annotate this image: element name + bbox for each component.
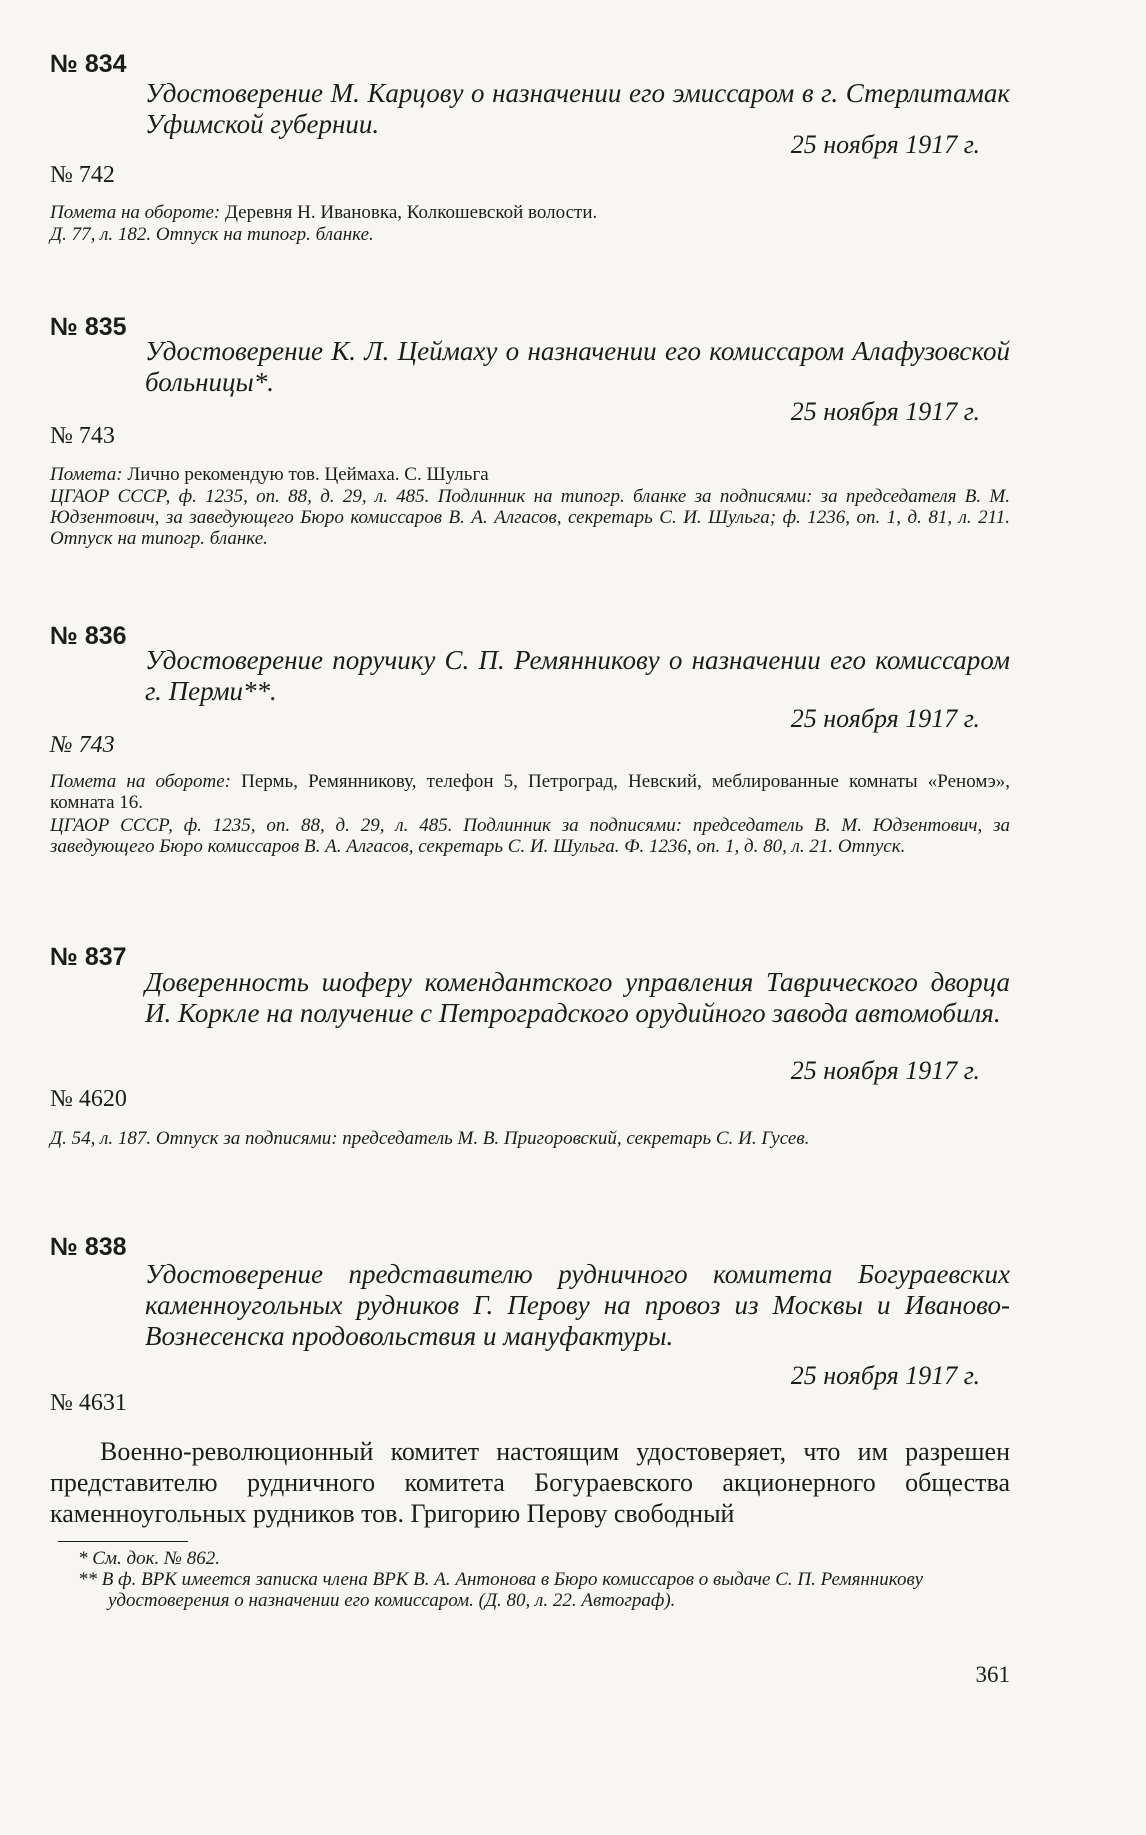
document-body-text: Военно-революционный комитет настоящим удостоверяет, что им разрешен представителю рудничного комитета Богураевского акционерного общества каменноугольных рудников тов. Григорию Перову свободный xyxy=(50,1437,1010,1528)
note-label: Помета на обороте: xyxy=(50,771,231,792)
footnote-2: ** В ф. ВРК имеется записка члена ВРК В. А. Антонова в Бюро комиссаров о выдаче С. П. Ремянникову удостоверения о назначении его комиссаром. (Д. 80, л. 22. Автограф). xyxy=(78,1569,924,1611)
entry-number: № 837 xyxy=(50,943,127,971)
entry-title: Удостоверение поручику С. П. Ремянникову о назначении его комиссаром г. Перми**. xyxy=(145,645,1010,706)
page-number: 361 xyxy=(975,1662,1010,1687)
entry-date: 25 ноября 1917 г. xyxy=(790,397,980,426)
footnote-divider xyxy=(58,1541,188,1542)
note-label: Помета на обороте: xyxy=(50,202,221,223)
entry-number: № 836 xyxy=(50,622,127,650)
entry-date: 25 ноября 1917 г. xyxy=(790,704,980,733)
doc-number: № 743 xyxy=(50,732,115,758)
entry-note xyxy=(50,202,1010,223)
entry-date: 25 ноября 1917 г. xyxy=(790,1056,980,1085)
entry-title: Удостоверение представителю рудничного комитета Богураевских каменноугольных рудников Г. Перову на провоз из Москвы и Иваново-Вознесенска продовольствия и мануфактуры. xyxy=(145,1259,1010,1351)
entry-number: № 838 xyxy=(50,1233,127,1261)
doc-number: № 4631 xyxy=(50,1390,127,1416)
note-text: Деревня Н. Ивановка, Колкошевской волости. xyxy=(220,202,598,223)
doc-number: № 742 xyxy=(50,162,115,188)
entry-title: Удостоверение М. Карцову о назначении его эмиссаром в г. Стерлитамак Уфимской губернии. xyxy=(145,78,1010,139)
entry-archive-ref: Д. 77, л. 182. Отпуск на типогр. бланке. xyxy=(50,224,374,245)
entry-date: 25 ноября 1917 г. xyxy=(790,1361,980,1390)
note-text: Лично рекомендую тов. Цеймаха. С. Шульга xyxy=(122,464,489,485)
entry-note xyxy=(50,771,1010,813)
footnotes xyxy=(58,1548,1008,1611)
note-text: Пермь, Ремянникову, телефон 5, Петроград, Невский, меблированные комнаты «Реномэ», комната 16. xyxy=(50,771,1010,813)
entry-title: Доверенность шоферу комендантского управления Таврического дворца И. Коркле на получение с Петроградского орудийного завода автомобиля. xyxy=(145,967,1010,1028)
doc-number: № 743 xyxy=(50,423,115,449)
note-label: Помета: xyxy=(50,464,123,485)
entry-title: Удостоверение К. Л. Цеймаху о назначении его комиссаром Алафузовской больницы*. xyxy=(145,336,1010,397)
entry-number: № 835 xyxy=(50,313,127,341)
entry-archive-ref: Д. 54, л. 187. Отпуск за подписями: председатель М. В. Пригоровский, секретарь С. И. Гусев. xyxy=(50,1128,810,1149)
doc-number: № 4620 xyxy=(50,1086,127,1112)
footnote-1: * См. док. № 862. xyxy=(78,1548,220,1569)
entry-number: № 834 xyxy=(50,50,127,78)
entry-note xyxy=(50,464,1010,485)
entry-archive-ref: ЦГАОР СССР, ф. 1235, оп. 88, д. 29, л. 485. Подлинник на типогр. бланке за подписями: за председателя В. М. Юдзентович, за заведующего Бюро комиссаров В. А. Алгасов, секретарь С. И. Шульга; ф. 1236, оп. 1, д. 81, л. 211. Отпуск на типогр. бланке. xyxy=(50,486,1010,549)
entry-date: 25 ноября 1917 г. xyxy=(790,130,980,159)
entry-archive-ref: ЦГАОР СССР, ф. 1235, оп. 88, д. 29, л. 485. Подлинник за подписями: председатель В. М. Юдзентович, за заведующего Бюро комиссаров В. А. Алгасов, секретарь С. И. Шульга. Ф. 1236, оп. 1, д. 80, л. 21. Отпуск. xyxy=(50,815,1010,857)
